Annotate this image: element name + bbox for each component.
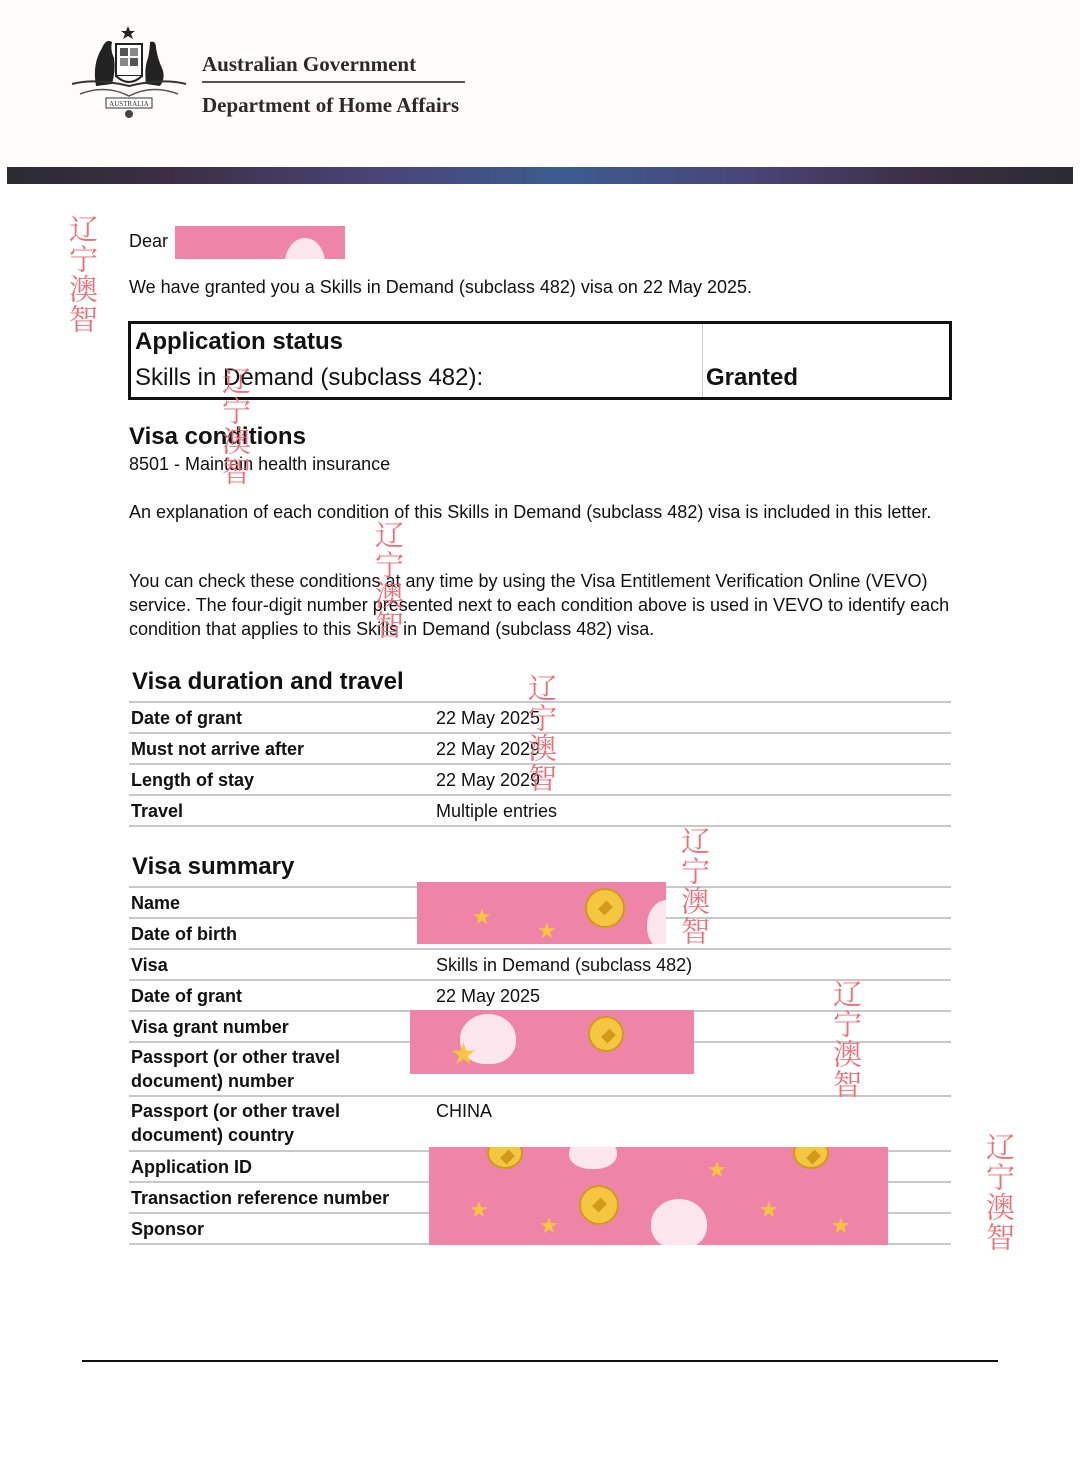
salutation: Dear <box>129 231 169 251</box>
star-icon: ★ <box>707 1157 727 1182</box>
condition-item: 8501 - Maintain health insurance <box>129 454 391 474</box>
letterhead <box>0 0 1080 168</box>
row-value: 22 May 2025 <box>436 708 541 728</box>
star-icon: ★ <box>831 1213 851 1238</box>
vevo-explanation: You can check these conditions at any time by using the Visa Entitlement Verification Online (VEVO) service. The four-digit number presented next to each condition above is used in VEVO to identify each condition that applies to this Skills in Demand (subclass 482) visa. <box>129 571 950 639</box>
row-value: 22 May 2025 <box>436 986 541 1006</box>
row-value: 22 May 2029 <box>436 739 541 759</box>
redacted-recipient-name <box>175 226 345 259</box>
watermark: 辽宁澳智 <box>677 826 711 946</box>
coin-icon <box>793 1147 829 1169</box>
header-divider <box>202 81 465 83</box>
watermark: 辽宁澳智 <box>218 366 252 486</box>
redacted-grant-passport-number <box>410 1010 694 1074</box>
row-label: Name <box>131 893 181 913</box>
coin-icon <box>585 888 625 928</box>
watermark: 辽宁澳智 <box>371 520 405 640</box>
row-label: Sponsor <box>131 1219 205 1239</box>
row-label: Transaction reference number <box>131 1188 390 1208</box>
table-row <box>129 979 951 1010</box>
watermark: 辽宁澳智 <box>524 673 558 793</box>
redacted-name-dob <box>417 882 666 944</box>
department-name: Department of Home Affairs <box>202 93 460 117</box>
star-icon: ★ <box>537 918 557 943</box>
redacted-application-transaction-sponsor <box>429 1147 888 1245</box>
row-label: Date of grant <box>131 986 243 1006</box>
bunny-icon <box>651 1199 707 1245</box>
coin-icon <box>588 1016 624 1052</box>
star-icon: ★ <box>759 1197 779 1222</box>
row-value: Skills in Demand (subclass 482) <box>436 955 693 975</box>
government-name: Australian Government <box>202 52 417 76</box>
row-label: Date of birth <box>131 924 237 944</box>
conditions-explanation: An explanation of each condition of this Skills in Demand (subclass 482) visa is included in this letter. <box>129 502 932 522</box>
table-row <box>129 1095 951 1150</box>
status-badge: Granted <box>706 364 799 391</box>
watermark: 辽宁澳智 <box>65 214 99 334</box>
watermark: 辽宁澳智 <box>982 1132 1016 1252</box>
application-status-title: Application status <box>135 328 344 355</box>
row-label: Length of stay <box>131 770 255 790</box>
coin-icon <box>579 1185 619 1225</box>
row-label: Visa <box>131 955 168 975</box>
duration-travel-title: Visa duration and travel <box>132 668 404 695</box>
row-label: Passport (or other travel document) country <box>131 1101 341 1145</box>
row-label: Application ID <box>131 1157 252 1177</box>
status-column-divider <box>702 324 703 397</box>
footer-divider <box>82 1360 998 1362</box>
star-icon: ★ <box>539 1213 559 1238</box>
row-label: Travel <box>131 801 184 821</box>
row-label: Date of grant <box>131 708 243 728</box>
bunny-icon <box>569 1147 617 1169</box>
row-value: CHINA <box>436 1101 493 1121</box>
star-icon: ★ <box>469 1197 489 1222</box>
coat-of-arms-icon <box>66 24 192 120</box>
status-visa-label: Skills in Demand (subclass 482): <box>135 364 484 391</box>
row-value: 22 May 2029 <box>436 770 541 790</box>
coin-icon <box>487 1147 523 1169</box>
row-label: Must not arrive after <box>131 739 305 759</box>
row-label: Visa grant number <box>131 1017 289 1037</box>
star-icon: ★ <box>450 1038 477 1071</box>
bunny-icon <box>647 900 666 944</box>
row-label: Passport (or other travel document) number <box>131 1047 341 1091</box>
grant-intro: We have granted you a Skills in Demand (subclass 482) visa on 22 May 2025. <box>129 277 753 297</box>
watermark: 辽宁澳智 <box>829 979 863 1099</box>
header-banner <box>7 167 1073 184</box>
visa-conditions-title: Visa conditions <box>129 423 306 450</box>
crest-label: AUSTRALIA <box>109 100 149 108</box>
table-row <box>129 794 951 827</box>
table-row <box>129 948 951 979</box>
star-icon: ★ <box>472 904 492 929</box>
visa-summary-title: Visa summary <box>132 853 295 880</box>
row-value: Multiple entries <box>436 801 558 821</box>
